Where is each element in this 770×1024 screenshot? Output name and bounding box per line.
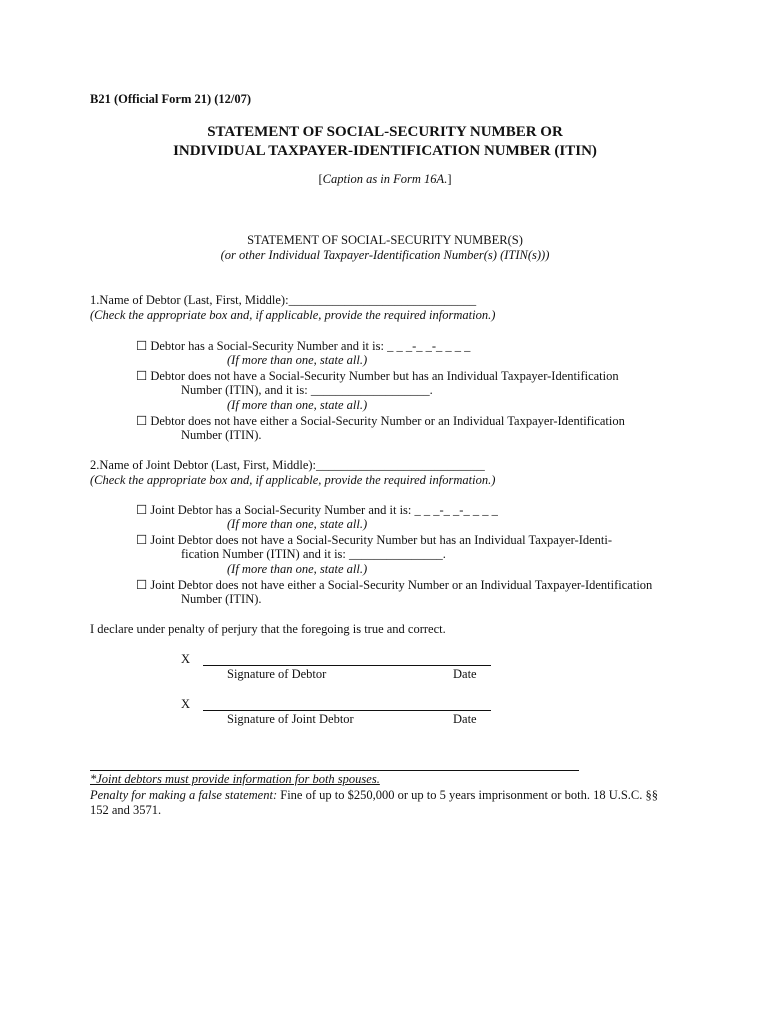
joint-debtor-heading: 2.Name of Joint Debtor (Last, First, Middle):___________________________ [90,458,485,472]
debtor-option-itin-note: (If more than one, state all.) [227,398,368,412]
joint-debtor-signature-line[interactable] [203,710,491,711]
debtor-instruction: (Check the appropriate box and, if applicable, provide the required information.) [90,308,496,322]
joint-debtor-option-none[interactable]: ☐ Joint Debtor does not have either a Social-Security Number or an Individual Taxpayer-Identification [136,578,653,592]
debtor-signature-label: Signature of Debtor [227,667,327,681]
debtor-option-ssn[interactable]: ☐ Debtor has a Social-Security Number and it is: _ _ _-_ _-_ _ _ _ [136,339,471,353]
debtor-signature-mark: X [181,652,191,666]
title-line-2: INDIVIDUAL TAXPAYER-IDENTIFICATION NUMBER (ITIN) [173,143,597,159]
caption-text: Caption as in Form 16A. [322,172,448,186]
penalty-label: Penalty for making a false statement: [90,788,278,802]
debtor-heading: 1.Name of Debtor (Last, First, Middle):______________________________ [90,293,477,307]
form-id: B21 (Official Form 21) (12/07) [90,92,252,106]
joint-debtor-option-ssn[interactable]: ☐ Joint Debtor has a Social-Security Number and it is: _ _ _-_ _-_ _ _ _ [136,503,498,517]
joint-debtor-option-none-line2[interactable]: Number (ITIN). [181,592,262,606]
penalty-text: Fine of up to $250,000 or up to 5 years imprisonment or both. 18 U.S.C. §§ [277,788,659,802]
title-line-1: STATEMENT OF SOCIAL-SECURITY NUMBER OR [207,124,563,140]
debtor-signature-line[interactable] [203,665,491,666]
debtor-option-none[interactable]: ☐ Debtor does not have either a Social-Security Number or an Individual Taxpayer-Identification [136,414,625,428]
debtor-option-none-line2[interactable]: Number (ITIN). [181,428,262,442]
caption-open: [ [318,172,323,186]
subtitle-line-2: (or other Individual Taxpayer-Identification Number(s) (ITIN(s))) [220,248,550,262]
joint-debtor-option-ssn-note: (If more than one, state all.) [227,517,368,531]
joint-debtor-option-itin-note: (If more than one, state all.) [227,562,368,576]
declaration: I declare under penalty of perjury that the foregoing is true and correct. [90,622,446,636]
footer-divider [90,770,579,771]
penalty-line-2: 152 and 3571. [90,803,162,817]
joint-debtor-instruction: (Check the appropriate box and, if applicable, provide the required information.) [90,473,496,487]
debtor-option-itin[interactable]: ☐ Debtor does not have a Social-Security Number but has an Individual Taxpayer-Identification [136,369,619,383]
caption [0,172,770,187]
penalty-line-1 [90,788,658,803]
joint-debtor-signature-date-label: Date [453,712,477,726]
joint-debtor-option-itin-line2[interactable]: fication Number (ITIN) and it is: _______________. [181,547,446,561]
footnote: *Joint debtors must provide information for both spouses. [90,772,380,786]
subtitle-line-1: STATEMENT OF SOCIAL-SECURITY NUMBER(S) [247,233,523,247]
joint-debtor-option-itin[interactable]: ☐ Joint Debtor does not have a Social-Security Number but has an Individual Taxpayer-Identi- [136,533,613,547]
joint-debtor-signature-label: Signature of Joint Debtor [227,712,354,726]
joint-debtor-signature-mark: X [181,697,191,711]
caption-close: ] [447,172,452,186]
debtor-option-ssn-note: (If more than one, state all.) [227,353,368,367]
debtor-signature-date-label: Date [453,667,477,681]
debtor-option-itin-line2[interactable]: Number (ITIN), and it is: ___________________. [181,383,433,397]
